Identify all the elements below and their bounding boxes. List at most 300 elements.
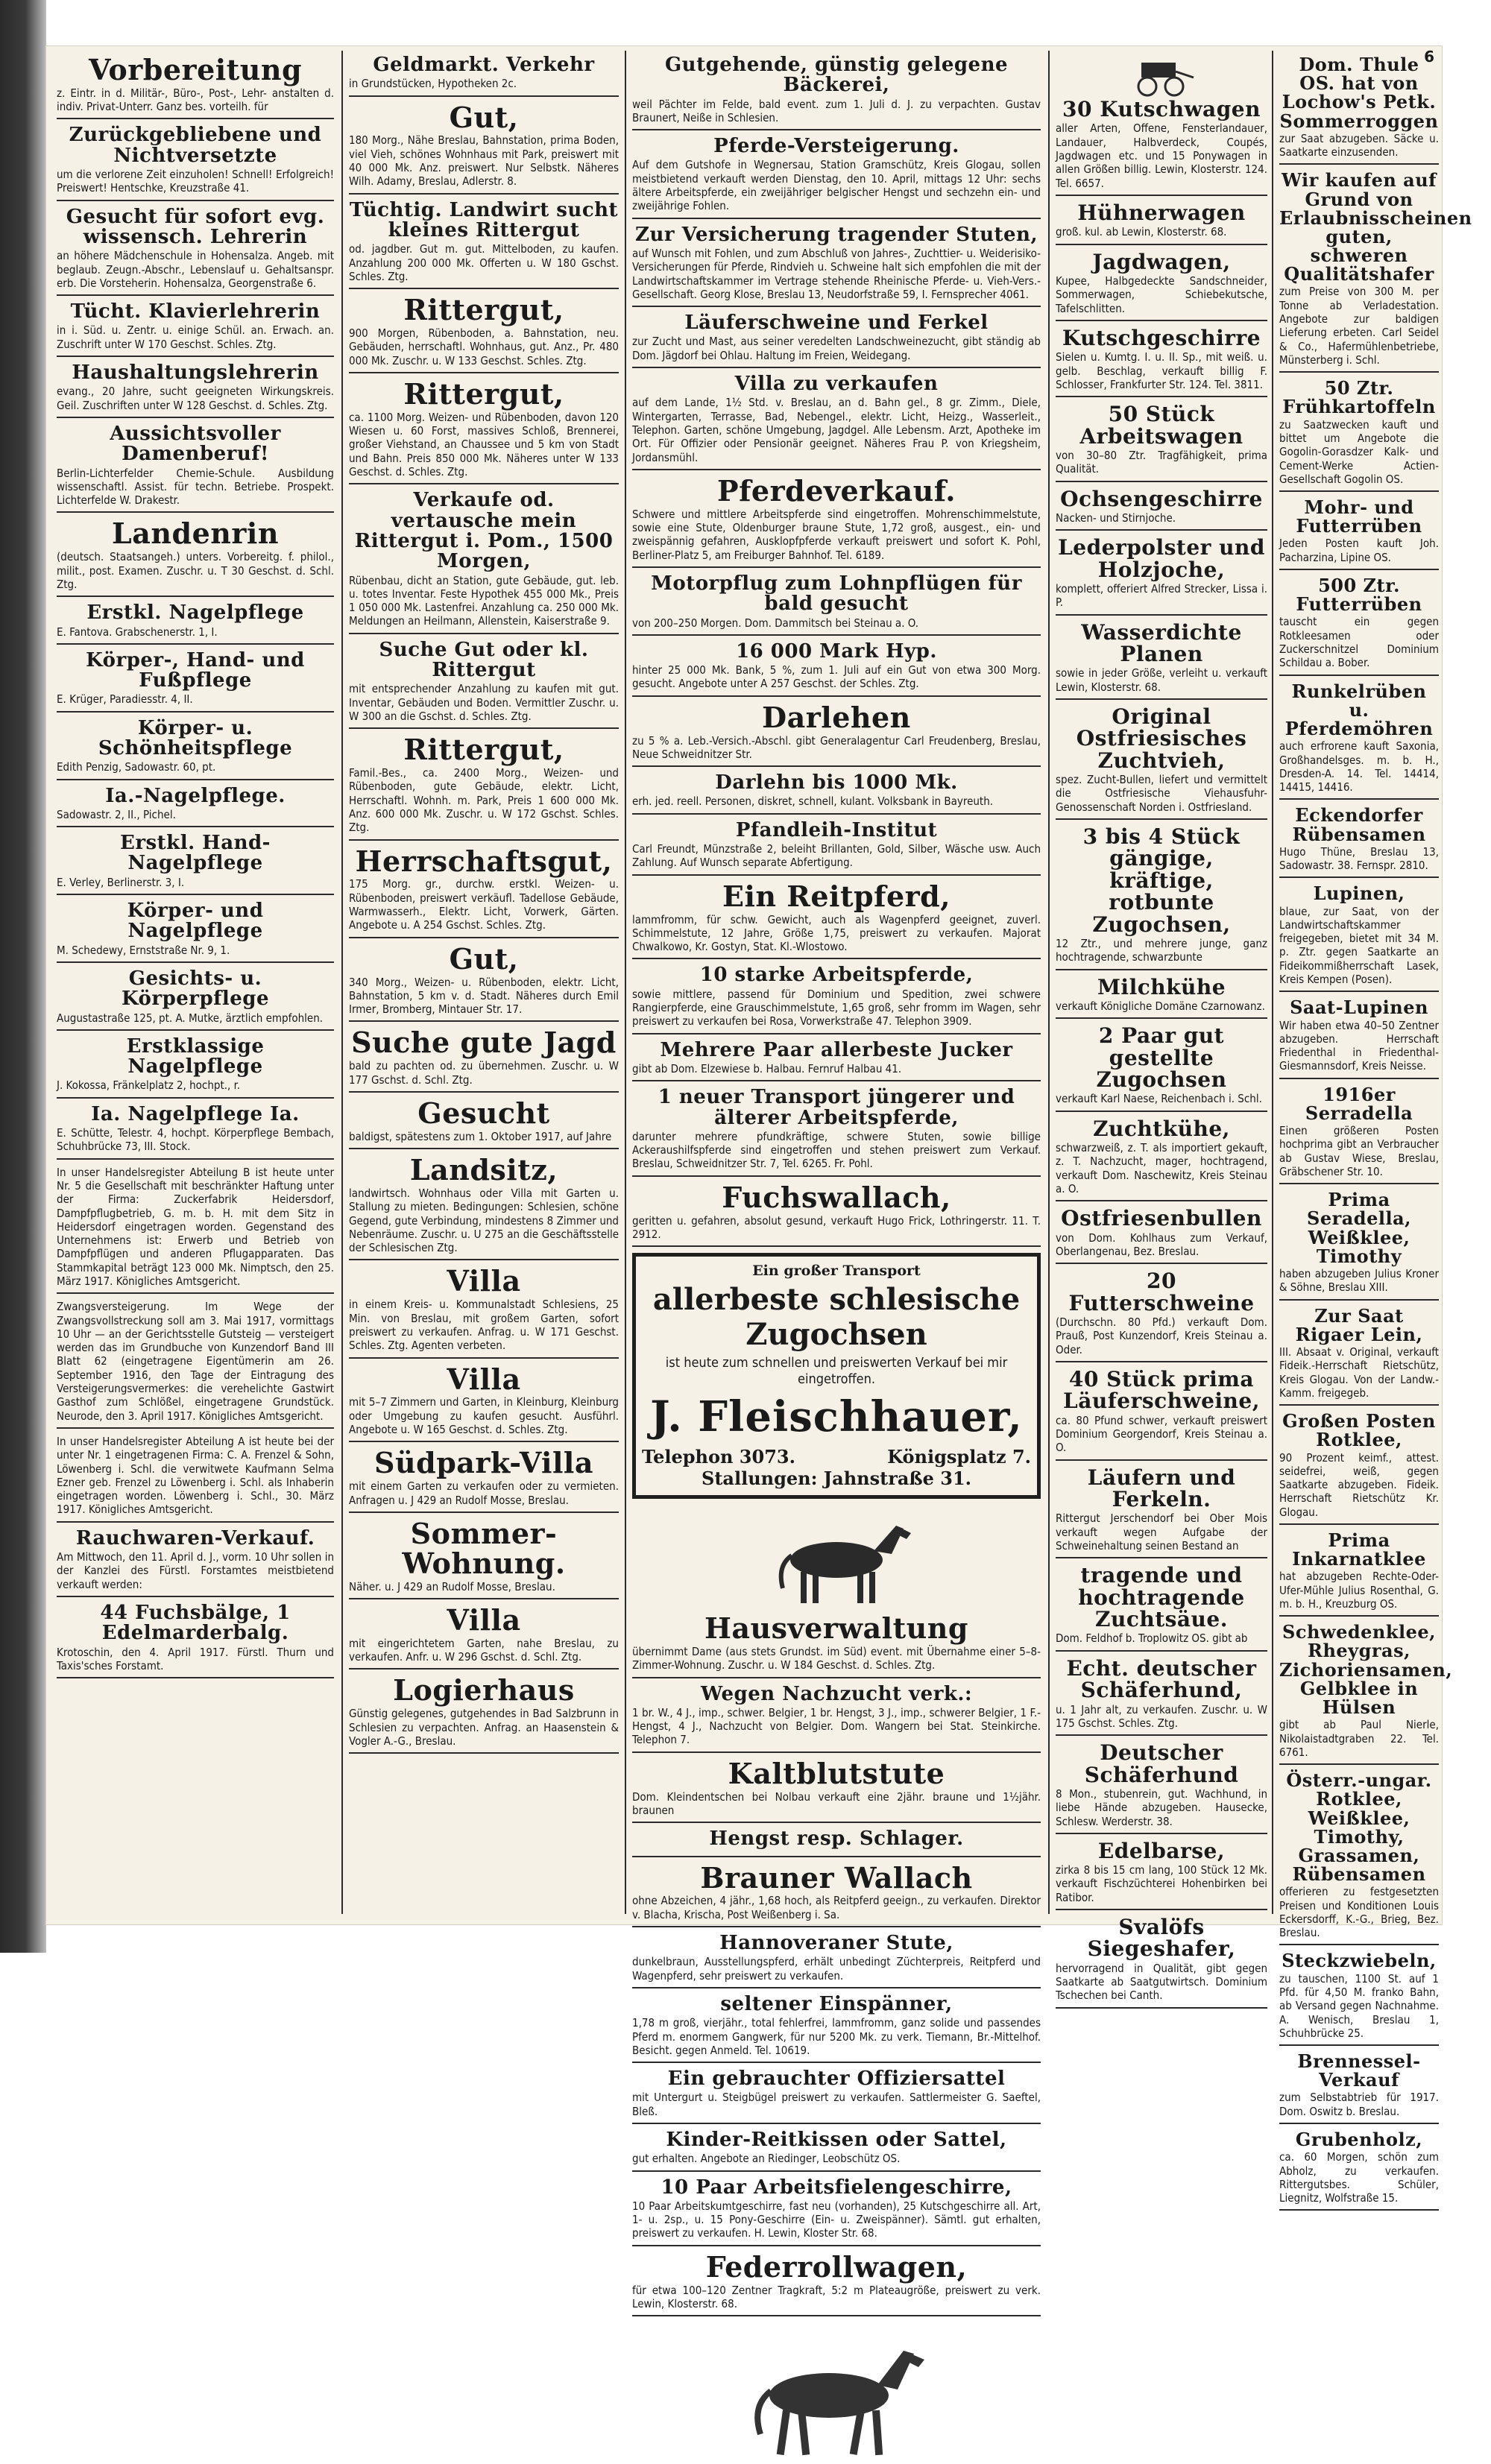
ad-heading: Ia. Nagelpflege Ia. <box>91 1102 300 1125</box>
classified-ad <box>632 2069 1041 2124</box>
ad-body: offerieren zu festgesetzten Preisen und Konditionen Louis Eckersdorff, K.-G., Brieg, Bez. Breslau. <box>1279 1885 1439 1940</box>
classified-ad <box>1056 537 1267 615</box>
classified-ad <box>349 1516 619 1599</box>
ad-heading: Großen Posten Rotklee, <box>1282 1410 1436 1451</box>
classified-ad <box>1056 327 1267 397</box>
ad-heading: Gesucht für sofort evg. wissensch. Lehrerin <box>66 205 325 248</box>
classified-ad <box>1056 251 1267 321</box>
ad-heading: Rittergut, <box>403 376 564 411</box>
ad-heading: 3 bis 4 Stück gängige, kräftige, rotbunte Zugochsen, <box>1082 824 1241 937</box>
classified-ad <box>632 1933 1041 1988</box>
classified-ad <box>1279 379 1439 492</box>
ad-heading: Pfandleih-Institut <box>735 818 938 841</box>
ad-heading: Pferdeverkauf. <box>717 473 956 508</box>
ad-heading: Zur Saat Rigaer Lein, <box>1295 1304 1423 1345</box>
classified-ad <box>349 844 619 938</box>
classified-ad <box>57 519 334 597</box>
ad-heading: Gut, <box>449 941 519 976</box>
classified-ad <box>349 1155 619 1260</box>
ad-body: von 30–80 Ztr. Tragfähigkeit, prima Qualität. <box>1056 448 1267 476</box>
classified-ad <box>1279 682 1439 800</box>
classified-ad <box>57 1435 334 1523</box>
classified-ad <box>632 2178 1041 2246</box>
ad-body: komplett, offeriert Alfred Strecker, Lissa i. P. <box>1056 581 1267 610</box>
ad-heading: Österr.-ungar. Rotklee, Weißklee, Timothy, Grassamen, Rübensamen <box>1286 1769 1432 1886</box>
classified-ad <box>1056 1916 1267 2009</box>
ad-body: zu Saatzwecken kauft und bittet um Angebote die Gogolin-Gorasdzer Kalk- und Cement-Werke Actien-Gesellschaft Gogolin OS. <box>1279 417 1439 486</box>
column-1 <box>52 54 338 1914</box>
ad-body: E. Fantova. Grabschenerstr. 1, I. <box>57 625 218 639</box>
ad-body: 180 Morg., Nähe Breslau, Bahnstation, prima Boden, viel Vieh, schönes Wohnhaus mit Park, preiswert mit 40 000 Mk. Anz. preiswert. Nur Selbstk. Näheres Wilh. Adamy, Breslau, Adlerstr. 8. <box>349 133 619 189</box>
ad-body: um die verlorene Zeit einzuholen! Schnell! Erfolgreich! Preiswert! Hentschke, Kreuzstraße 41. <box>57 168 334 195</box>
ad-body: E. Krüger, Paradiesstr. 4, II. <box>57 692 193 707</box>
classified-ad <box>349 1602 619 1669</box>
ad-body: (deutsch. Staatsangeh.) unters. Vorbereitg. f. philol., milit., post. Examen. Zuschr. u. T 30 Geschst. d. Schl. Ztg. <box>57 550 334 591</box>
classified-ad <box>632 313 1041 368</box>
classified-ad <box>1056 1368 1267 1461</box>
ad-heading: Steckzwiebeln, <box>1282 1950 1437 1972</box>
ad-heading: Läuferschweine und Ferkel <box>684 312 989 335</box>
ad-body: schwarzweiß, z. T. als importiert gekauft, z. T. Nachzucht, mager, hochtragend, verkauft Dom. Naschewitz, Kreis Steinau a. O. <box>1056 1141 1267 1195</box>
ad-body: blaue, zur Saat, von der Landwirtschaftskammer freigegeben, bietet mit 34 M. p. Ztr. gegen Saatkarte an Fideikommißherrschaft Lasek, Kreis Kempen (Posen). <box>1279 904 1439 987</box>
classified-ad <box>1056 403 1267 481</box>
classified-ad <box>57 363 334 418</box>
ad-heading: Svalöfs Siegeshafer, <box>1087 1915 1236 1962</box>
ad-body: gibt ab Dom. Elzewiese b. Halbau. Fernruf Halbau 41. <box>632 1061 902 1075</box>
classified-ad <box>1056 706 1267 820</box>
classified-ad <box>57 603 334 645</box>
classified-ad <box>349 941 619 1023</box>
ad-heading: Wegen Nachzucht verk.: <box>700 1682 973 1705</box>
classified-ad <box>57 969 334 1031</box>
classified-ad <box>632 700 1041 767</box>
classified-ad <box>632 1040 1041 1082</box>
ad-heading: Fuchswallach, <box>722 1180 951 1214</box>
ad-heading: Ochsengeschirre <box>1060 486 1263 511</box>
ad-heading: Edelbarse, <box>1097 1838 1226 1863</box>
ad-body: in einem Kreis- u. Kommunalstadt Schlesiens, 25 Min. von Breslau, mit großem Garten, sofort preiswert zu verkaufen. Anfrag. u. W 171 Geschst. Schles. Ztg. Agenten verbeten. <box>349 1298 619 1353</box>
classified-ad <box>632 2130 1041 2172</box>
column-rule <box>625 51 626 1914</box>
ad-body: darunter mehrere pfundkräftige, schwere Stuten, sowie billige Ackeraushilfspferde sind eingetroffen und stehen preiswert zum Verkauf. Breslau, Schweidnitzer Str. 7, Tel. 6265. Fr. Pohl. <box>632 1129 1041 1171</box>
ad-heading: Villa <box>447 1362 521 1396</box>
ad-body: in Grundstücken, Hypotheken 2c. <box>349 77 517 91</box>
ad-heading: Kaltblutstute <box>728 1756 945 1790</box>
ad-heading: Zur Versicherung tragender Stuten, <box>634 223 1038 246</box>
ad-body: Berlin-Lichterfelder Chemie-Schule. Ausbildung wissenschaftl. Assist. für techn. Betriebe. Prospekt. Lichterfelde W. Drakestr. <box>57 466 334 508</box>
ad-heading: 30 Kutschwagen <box>1062 97 1261 121</box>
ad-heading: Erstkl. Hand-Nagelpflege <box>120 832 271 875</box>
ad-body: In unser Handelsregister Abteilung A ist heute bei der unter Nr. 1 eingetragenen Firma: C. A. Frenzel & Sohn, Löwenberg i. Schl. die verwitwete Kaufmann Selma Ezner geb. Frenzel zu Löwenberg i. Schl. als Inhaberin eingetragen worden. Löwenberg i. Schl., 30. März 1917. Königliches Amtsgericht. <box>57 1434 334 1517</box>
ad-body: gibt ab Paul Nierle, Nikolaistadtgraben 22. Tel. 6761. <box>1279 1718 1439 1759</box>
ad-heading: Verkaufe od. vertausche mein Rittergut i. Pom., 1500 Morgen, <box>354 489 614 573</box>
ad-heading: Pferde-Versteigerung. <box>713 135 959 158</box>
classified-ad <box>349 376 619 484</box>
classified-ad <box>1056 1207 1267 1264</box>
ad-heading: 500 Ztr. Futterrüben <box>1296 575 1422 616</box>
classified-ad <box>1056 1742 1267 1834</box>
ad-heading: Lupinen, <box>1313 882 1405 905</box>
classified-ad <box>632 225 1041 307</box>
classified-ad <box>632 1994 1041 2063</box>
ad-heading: Tücht. Klavierlehrerin <box>70 300 321 323</box>
ad-body: mit eingerichtetem Garten, nahe Breslau, zu verkaufen. Anfr. u. W 296 Gschst. d. Schl. Ztg. <box>349 1636 619 1664</box>
ad-heading: Milchkühe <box>1097 974 1226 999</box>
column-3 <box>628 54 1045 2310</box>
ad-body: zirka 8 bis 15 cm lang, 100 Stück 12 Mk. verkauft Fischzüchterei Hohenbirken bei Ratibor. <box>1056 1863 1267 1904</box>
ad-body: 1,78 m groß, vierjähr., total fehlerfrei, lammfromm, ganz solide und passendes Pferd m. enormem Gangwerk, für nur 5200 Mk. zu verk. Tiemann, Br.-Mittelhof. Besicht. gegen Anmeld. Tel. 10619. <box>632 2016 1041 2057</box>
ad-heading: Dom. Thule OS. hat von Lochow's Petk. Sommerroggen <box>1279 54 1439 132</box>
ad-body: Rübenbau, dicht an Station, gute Gebäude, gut. leb. u. totes Inventar. Feste Hypothek 455 000 Mk., Preis 1 050 000 Mk. Lastenfrei. Anzahlung ca. 250 000 Mk. Meldungen an Heilmann, Allenstein, Kaiserstraße 9. <box>349 573 619 628</box>
ad-body: u. 1 Jahr alt, zu verkaufen. Zuschr. u. W 175 Gschst. Schles. Ztg. <box>1056 1702 1267 1730</box>
ad-body: Sadowastr. 2, II., Pichel. <box>57 807 176 821</box>
classified-ad <box>349 100 619 195</box>
ad-heading: Runkelrüben u. Pferdemöhren <box>1284 680 1434 740</box>
classified-ad <box>632 374 1041 470</box>
classified-ad <box>349 640 619 729</box>
ad-body: tauscht ein gegen Rotkleesamen oder Zuckerschnitzel Dominium Schildau a. Bober. <box>1279 615 1439 670</box>
ad-heading: Haushaltungslehrerin <box>72 361 319 385</box>
classified-ad <box>1279 169 1472 373</box>
ad-heading: Schwedenklee, Rheygras, Zichoriensamen, Gelbklee in Hülsen <box>1279 1621 1453 1719</box>
ad-heading: Rittergut, <box>403 293 564 327</box>
ad-heading: Rauchwaren-Verkauf. <box>75 1526 315 1550</box>
ad-body: an höhere Mädchenschule in Hohensalza. Angeb. mit beglaub. Zeugn.-Abschr., Lebenslauf u. Gehaltsanspr. erb. Die Vorsteherin. Hohensalza, Georgenstraße 6. <box>57 249 334 290</box>
ad-heading: Prima Inkarnatklee <box>1292 1529 1426 1570</box>
ad-heading: 50 Stück Arbeitswagen <box>1079 402 1243 449</box>
ad-heading: 40 Stück prima Läuferschweine, <box>1063 1366 1260 1414</box>
classified-ad <box>632 55 1041 130</box>
ad-body: landwirtsch. Wohnhaus oder Villa mit Garten u. Stallung zu mieten. Bedingungen: Schlesien, schöne Gegend, gute Verbindung, mindestens 8 Zimmer und Nebenräume. Zuschr. u. U 275 an die Geschäftsstelle der Schlesischen Ztg. <box>349 1186 619 1255</box>
ad-heading: Ein gebrauchter Offiziersattel <box>667 2067 1006 2091</box>
classified-ad <box>349 1362 619 1443</box>
book-binding-edge <box>0 0 46 1953</box>
classified-ad <box>349 200 619 289</box>
ad-body: verkauft Karl Naese, Reichenbach i. Schl. <box>1056 1092 1262 1106</box>
classified-ad <box>632 818 1041 876</box>
ad-heading: Geldmarkt. Verkehr <box>373 54 595 76</box>
classified-ad <box>1279 55 1439 165</box>
ad-heading: Körper-, Hand- und Fußpflege <box>86 648 305 692</box>
classified-ad <box>1056 1467 1267 1559</box>
ad-heading: 1916er Serradella <box>1305 1083 1413 1124</box>
ad-heading: Südpark-Villa <box>374 1446 593 1480</box>
classified-ad <box>1279 884 1439 992</box>
column-rule <box>1272 51 1273 1914</box>
ad-heading: Ia.-Nagelpflege. <box>105 784 286 807</box>
ad-body: haben abzugeben Julius Kroner & Söhne, Breslau XIII. <box>1279 1267 1439 1295</box>
ad-heading: Landenrin <box>112 517 279 551</box>
classified-ad <box>1056 202 1267 245</box>
ad-heading: Suche Gut oder kl. Rittergut <box>379 638 589 681</box>
ad-body: Näher. u. J 429 an Rudolf Mosse, Breslau. <box>349 1579 555 1593</box>
classified-ad <box>632 1180 1041 1247</box>
ad-body: baldigst, spätestens zum 1. Oktober 1917, auf Jahre <box>349 1129 612 1143</box>
classified-ad <box>632 1611 1041 1678</box>
ad-heading: Hannoveraner Stute, <box>719 1932 953 1955</box>
ad-body: geritten u. gefahren, absolut gesund, verkauft Hugo Frick, Lothringerstr. 11. T. 2912. <box>632 1213 1041 1241</box>
ad-heading: Landsitz, <box>409 1153 558 1187</box>
classified-ad <box>349 490 619 634</box>
classified-ad <box>632 879 1041 960</box>
ad-body: bald zu pachten od. zu übernehmen. Zuschr. u. W 177 Gschst. d. Schl. Ztg. <box>349 1059 619 1087</box>
classified-ad <box>349 735 619 840</box>
ad-heading: Suche gute Jagd <box>351 1026 617 1060</box>
ad-heading: Sommer-Wohnung. <box>402 1516 566 1580</box>
ad-body: hat abzugeben Rechte-Oder-Ufer-Mühle Julius Rosenthal, G. m. b. H., Kreuzburg OS. <box>1279 1570 1439 1611</box>
zugochsen-box-ad <box>632 1253 1041 1499</box>
ad-heading: Zuchtkühe, <box>1093 1116 1230 1141</box>
classified-ad <box>57 1526 334 1597</box>
carriage-illustration-icon <box>1128 55 1195 97</box>
classified-ad <box>632 473 1041 568</box>
ad-body: hinter 25 000 Mk. Bank, 5 %, zum 1. Juli auf ein Gut von etwa 300 Morg. gesucht. Angebote unter A 257 Geschst. der Schles. Ztg. <box>632 663 1041 691</box>
classified-ad <box>57 125 334 200</box>
ad-body: auch erfrorene kauft Saxonia, Großhandelsges. m. b. H., Dresden-A. 14. Tel. 14414, 14415, 14416. <box>1279 739 1439 795</box>
ad-heading: Deutscher Schäferhund <box>1084 1740 1239 1787</box>
ad-heading: Gesichts- u. Körperpflege <box>122 967 269 1011</box>
box-intro: Ein großer Transport <box>752 1263 921 1280</box>
ad-body: mit 5–7 Zimmern und Garten, in Kleinburg, Kleinburg oder Umgebung zu kaufen gesucht. Ausführl. Angebote u. W 165 Geschst. d. Schles. Ztg. <box>349 1395 619 1437</box>
ad-body: Günstig gelegenes, gutgehendes in Bad Salzbrunn in Schlesien zu verpachten. Anfrag. an Haasenstein & Vogler A.-G., Breslau. <box>349 1707 619 1748</box>
ad-body: ca. 60 Morgen, schön zum Abholz, zu verkaufen. Rittergutsbes. Schüler, Liegnitz, Wolfstraße 15. <box>1279 2150 1439 2205</box>
classified-ad <box>57 718 334 780</box>
ad-body: in i. Süd. u. Zentr. u. einige Schül. an. Erwach. an. Zuschrift unter W 170 Geschst. Schles. Ztg. <box>57 323 334 351</box>
ad-heading: Motorpflug zum Lohnpflügen für bald gesucht <box>651 572 1022 616</box>
ad-heading: 10 starke Arbeitspferde, <box>699 964 974 987</box>
classified-ad <box>1279 1621 1453 1765</box>
ad-body: lammfromm, für schw. Gewicht, auch als Wagenpferd geeignet, zuverl. Schimmelstute, 12 Jahre, Größe 1,75, preiswert zu verkaufen. Majorat Chwalkowo, Kr. Gostyn, Stat. Kl.-Wlostowo. <box>632 912 1041 954</box>
ad-heading: Prima Seradella, Weißklee, Timothy <box>1307 1189 1411 1267</box>
box-stall: Stallungen: Jahnstraße 31. <box>701 1468 972 1490</box>
ad-heading: Eckendorfer Rübensamen <box>1292 804 1426 845</box>
ad-body: Augustastraße 125, pt. A. Mutke, ärztlich empfohlen. <box>57 1011 324 1025</box>
ad-heading: 10 Paar Arbeitsfielengeschirre, <box>661 2176 1012 2199</box>
ad-body: III. Absaat v. Original, verkauft Fideik.-Herrschaft Rietschütz, Kreis Glogau. Von der Landw.-Kamm. freigegeb. <box>1279 1345 1439 1400</box>
ad-body: Famil.-Bes., ca. 2400 Morg., Weizen- und Rübenboden, gute Gebäude, elektr. Licht, Herrschaftl. Wohnh. m. Park, Preis 1 600 000 Mk. Anz. 600 000 Mk. Zuschr. u. W 172 Gschst. Schles. Ztg. <box>349 766 619 835</box>
ad-body: E. Verley, Berlinerstr. 3, I. <box>57 875 185 889</box>
classified-ad <box>632 1756 1041 1823</box>
classified-ad <box>349 1448 619 1512</box>
ad-body: aller Arten, Offene, Fensterlandauer, Landauer, Halbverdeck, Coupés, Jagdwagen etc. und 15 Ponywagen in allen Größen billig. Lewin, Klosterstr. 124. Tel. 6657. <box>1056 121 1267 190</box>
classified-ad <box>632 773 1041 815</box>
ad-heading: Gutgehende, günstig gelegene Bäckerei, <box>664 54 1009 97</box>
classified-ad <box>632 574 1041 636</box>
classified-ad <box>1056 488 1267 531</box>
classified-ad <box>57 424 334 513</box>
classified-ad <box>57 901 334 963</box>
classified-ad <box>1056 1840 1267 1910</box>
box-tel: Telephon 3073. <box>642 1446 795 1468</box>
classified-ad <box>57 1166 334 1295</box>
ad-body: Dom. Feldhof b. Troplowitz OS. gibt ab <box>1056 1631 1248 1646</box>
ad-body: gut erhalten. Angebote an Riedinger, Leobschütz OS. <box>632 2152 901 2166</box>
ad-heading: Zurückgebliebene und Nichtversetzte <box>69 124 322 167</box>
ad-body: erh. jed. reell. Personen, diskret, schnell, kulant. Volksbank in Bayreuth. <box>632 795 994 809</box>
ad-body: In unser Handelsregister Abteilung B ist heute unter Nr. 5 die Gesellschaft mit beschränkter Haftung unter der Firma: Zuckerfabrik Heidersdorf, Dampfpflugbetrieb, G. m. b. H. mit dem Sitz in Heidersdorf eingetragen worden. Gegenstand des Unternehmens ist: Erwerb und Betrieb von Dampfpflügen und anderen Pflugapparaten. Das Stammkapital beträgt 123 000 Mk. Nimptsch, den 25. März 1917. Königliches Amtsgericht. <box>57 1165 334 1288</box>
ad-heading: Darlehn bis 1000 Mk. <box>715 771 958 795</box>
ad-body: E. Schütte, Telestr. 4, hochpt. Körperpflege Bembach, Schuhbrücke 73, III. Stock. <box>57 1126 334 1154</box>
ad-body: Krotoschin, den 4. April 1917. Fürstl. Thurn und Taxis'sches Forstamt. <box>57 1645 334 1672</box>
classified-ad <box>349 1266 619 1358</box>
ad-heading: Villa zu verkaufen <box>734 373 939 396</box>
classified-ad <box>1056 1118 1267 1202</box>
column-rule <box>341 51 343 1914</box>
ad-heading: Brauner Wallach <box>700 1860 973 1895</box>
ad-heading: Jagdwagen, <box>1092 249 1231 274</box>
ad-body: auf dem Lande, 1½ Std. v. Breslau, an d. Bahn gel., 8 gr. Zimm., Diele, Wintergarten, Terrasse, Bad, Nebengel., elektr. Licht, Heizg., Wasserleit., Telephon. Garten, schöne Umgebung, Jagdgel. Alle Lebensm. Arzt, Apotheke im Ort. Für Offizier oder Pensionär geeignet. Näheres Frau P. von Kriegsheim, Jordansmühl. <box>632 396 1041 464</box>
classified-ad <box>632 965 1041 1034</box>
classified-ad <box>1056 98 1267 196</box>
classified-ad <box>632 639 1041 697</box>
classified-ad <box>1279 1304 1439 1406</box>
classified-ad <box>57 786 334 828</box>
classified-ad <box>1056 826 1267 970</box>
ad-heading: Echt. deutscher Schäferhund, <box>1066 1655 1257 1703</box>
ad-body: 90 Prozent keimf., attest. seidefrei, weiß, gegen Saatkarte abzugeben. Fideik. Herrschaft Rietschütz Kr. Glogau. <box>1279 1450 1439 1519</box>
ad-heading: Ostfriesenbullen <box>1061 1206 1262 1231</box>
ad-heading: tragende und hochtragende Zuchtsäue. <box>1078 1563 1245 1632</box>
ad-heading: Erstkl. Nagelpflege <box>86 601 304 625</box>
ad-heading: Hühnerwagen <box>1077 200 1246 225</box>
ad-body: von Dom. Kohlhaus zum Verkauf, Oberlangenau, Bez. Breslau. <box>1056 1231 1267 1258</box>
classified-ad <box>57 648 334 713</box>
ad-heading: Villa <box>447 1602 521 1637</box>
ad-body: zum Preise von 300 M. per Tonne ab Verladestation. Angebote zur baldigen Lieferung erbeten. Carl Seidel & Co., Hafermühlenbetriebe, Münsterberg i. Schl. <box>1279 285 1439 367</box>
ad-heading: 1 neuer Transport jüngerer und älterer Arbeitspferde, <box>658 1086 1015 1129</box>
classified-ad <box>1279 576 1439 676</box>
ad-heading: Mohr- und Futterrüben <box>1296 496 1422 537</box>
ad-heading: Logierhaus <box>393 1673 575 1708</box>
ad-heading: Villa <box>447 1264 521 1298</box>
classified-ad <box>57 55 334 119</box>
ad-body: zur Saat abzugeben. Säcke u. Saatkarte einzusenden. <box>1279 131 1439 159</box>
ad-body: sowie in jeder Größe, verleiht u. verkauft Lewin, Klosterstr. 68. <box>1056 666 1267 694</box>
classified-ad <box>1056 1270 1267 1362</box>
classified-ad <box>349 295 619 373</box>
ad-heading: 2 Paar gut gestellte Zugochsen <box>1096 1023 1227 1093</box>
classified-ad <box>1279 1085 1439 1185</box>
classified-ad <box>1056 1564 1267 1651</box>
ad-body: weil Pächter im Felde, bald event. zum 1. Juli d. J. zu verpachten. Gustav Braunert, Neiße in Schlesien. <box>632 97 1041 124</box>
ad-body: mit Untergurt u. Steigbügel preiswert zu verkaufen. Sattlermeister G. Saeftel, Bleß. <box>632 2091 1041 2118</box>
classified-ad <box>632 1684 1041 1753</box>
box-firm: J. Fleischhauer, <box>650 1392 1023 1442</box>
newspaper-paper <box>46 46 1472 2310</box>
classified-ad <box>1279 2052 1439 2124</box>
classified-ad <box>632 1087 1041 1176</box>
ad-body: 12 Ztr., und mehrere junge, ganz hochtragende, schwarzbunte <box>1056 936 1267 964</box>
ad-body: zu 5 % a. Leb.-Versich.-Abschl. gibt Generalagentur Carl Freudenberg, Breslau, Neue Schweidnitzer Str. <box>632 733 1041 761</box>
ad-heading: Erstklassige Nagelpflege <box>126 1034 265 1078</box>
classified-ad <box>1279 498 1439 570</box>
ad-body: dunkelbraun, Ausstellungspferd, erhält unbedingt Züchterpreis, Reitpferd und Wagenpferd, sehr preiswert zu verkaufen. <box>632 1955 1041 1983</box>
ad-body: übernimmt Dame (aus stets Grundst. im Süd) event. mit Übernahme einer 5–8-Zimmer-Wohnung. Zuschr. u. W 184 Geschst. d. Schles. Ztg. <box>632 1644 1041 1672</box>
ad-body: groß. kul. ab Lewin, Klosterstr. 68. <box>1056 225 1227 239</box>
ad-heading: Wasserdichte Planen <box>1081 619 1242 666</box>
classified-ad <box>57 833 334 895</box>
ad-body: Wir haben etwa 40–50 Zentner abzugeben. Herrschaft Friedenthal in Friedenthal-Giesmannsdorf, Kreis Neisse. <box>1279 1018 1439 1073</box>
classified-ad <box>1279 2130 1439 2211</box>
classified-ad <box>632 1829 1041 1857</box>
ad-heading: Tüchtig. Landwirt sucht kleines Rittergut <box>349 198 619 241</box>
ad-heading: Kutschgeschirre <box>1062 325 1261 350</box>
ad-heading: 16 000 Mark Hyp. <box>736 639 937 663</box>
ad-body: 175 Morg. gr., durchw. erstkl. Weizen- u. Rübenboden, preiswert verkäufl. Tadellose Gebäude, Warmwasserh., Elektr. Licht, Vorwerk, Gärten. Angebote u. A 254 Gschst. Schles. Ztg. <box>349 877 619 932</box>
classified-ad <box>1279 1412 1439 1525</box>
ad-body: Jeden Posten kauft Joh. Pacharzina, Lipine OS. <box>1279 537 1439 564</box>
ad-body: mit einem Garten zu verkaufen oder zu vermieten. Anfragen u. J 429 an Rudolf Mosse, Breslau. <box>349 1479 619 1507</box>
box-addr: Königsplatz 7. <box>887 1446 1031 1468</box>
ad-body: zur Zucht und Mast, aus seiner veredelten Landschweinezucht, gibt ständig ab Dom. Jägdorf bei Ohlau. Haltung im Freien, Weidegang. <box>632 335 1041 362</box>
ad-heading: 50 Ztr. Frühkartoffeln <box>1282 377 1436 418</box>
classified-ad <box>349 1028 619 1092</box>
ad-heading: Darlehen <box>762 700 911 734</box>
ad-body: M. Schedewy, Ernststraße Nr. 9, 1. <box>57 943 230 957</box>
ad-heading: Federrollwagen, <box>705 2249 968 2284</box>
ad-heading: Gesucht <box>417 1096 550 1130</box>
ad-heading: Kinder-Reitkissen oder Sattel, <box>666 2129 1007 2151</box>
classified-ad <box>1279 998 1439 1078</box>
ad-heading: 20 Futterschweine <box>1068 1269 1255 1315</box>
classified-ad <box>1279 1951 1439 2046</box>
ad-heading: Rittergut, <box>403 733 564 767</box>
ad-body: ca. 80 Pfund schwer, verkauft preiswert Dominium Georgendorf, Kreis Steinau a. O. <box>1056 1413 1267 1455</box>
classified-ad <box>57 1034 334 1099</box>
ad-heading: Mehrere Paar allerbeste Jucker <box>660 1038 1013 1061</box>
walking-horse-illustration-icon <box>725 2322 948 2464</box>
classified-ad <box>632 2249 1041 2316</box>
ad-body: 8 Mon., stubenrein, gut. Wachhund, in liebe Hände abzugeben. Hausecke, Schlesw. Werderstr. 38. <box>1056 1787 1267 1828</box>
ad-body: od. jagdber. Gut m. gut. Mittelboden, zu kaufen. Anzahlung 200 000 Mk. Offerten u. W 180 Gschst. Schles. Ztg. <box>349 242 619 283</box>
classified-ad <box>632 1860 1041 1927</box>
ad-body: evang., 20 Jahre, sucht geeigneten Wirkungskreis. Geil. Zuschriften unter W 128 Geschst. d. Schles. Ztg. <box>57 385 334 412</box>
ad-body: Nacken- und Stirnjoche. <box>1056 511 1176 525</box>
ad-heading: Körper- u. Schönheitspflege <box>98 716 293 759</box>
ad-body: Sielen u. Kumtg. I. u. II. Sp., mit weiß. u. gelb. Beschlag, verkauft billig F. Schlosser, Frankfurter Str. 124. Tel. 3811. <box>1056 350 1267 391</box>
ad-body: hervorragend in Qualität, gibt gegen Saatkarte ab Saatgutwirtsch. Dominium Tschechen bei Canth. <box>1056 1961 1267 2003</box>
classified-ad <box>632 136 1041 218</box>
ad-body: Dom. Kleindentschen bei Nolbau verkauft eine 2jähr. braune und 1½jähr. braunen <box>632 1789 1041 1817</box>
classified-ad <box>57 1102 334 1160</box>
classified-ad <box>57 1603 334 1678</box>
ad-body: für etwa 100–120 Zentner Tragkraft, 5:2 m Plateaugröße, preiswert zu verk. Lewin, Klosterstr. 68. <box>632 2283 1041 2310</box>
ad-heading: Ein Reitpferd, <box>722 879 951 913</box>
ad-heading: Gut, <box>449 100 519 134</box>
ad-heading: Aussichtsvoller Damenberuf! <box>110 422 281 466</box>
ad-body: Auf dem Gutshofe in Wegnersau, Station Gramschütz, Kreis Glogau, sollen meistbietend verkauft werden Dienstag, den 10. April, mittags 12 Uhr: sechs ältere Arbeitspferde, ein zweijähriger belgischer Hengst und sechzehn ein- und zweijährige Fohlen. <box>632 158 1041 213</box>
ad-body: Rittergut Jerschendorf bei Ober Mois verkauft wegen Aufgabe der Schweinehaltung seinen Bestand an <box>1056 1511 1267 1552</box>
classified-ad <box>1279 1531 1439 1617</box>
ad-heading: Vorbereitung <box>88 53 303 86</box>
ad-heading: Lederpolster und Holzjoche, <box>1058 535 1265 582</box>
ad-body: J. Kokossa, Fränkelplatz 2, hochpt., r. <box>57 1078 241 1093</box>
classified-ad <box>57 1300 334 1429</box>
ad-body: Kupee, Halbgedeckte Sandschneider, Sommerwagen, Schiebekutsche, Tafelschlitten. <box>1056 274 1267 315</box>
ad-body: von 200–250 Morgen. Dom. Dammitsch bei Steinau a. O. <box>632 616 919 630</box>
ad-body: Zwangsversteigerung. Im Wege der Zwangsvollstreckung soll am 3. Mai 1917, vormittags 10 Uhr — an der Gerichtsstelle Gutsteig — versteigert werden das im Grundbuche von Kunzendorf Band III Blatt 62 (eingetragene Eigentümerin am 26. September 1916, den Tage der Eintragung des Versteigerungsvermerkes: die verehelichte Gastwirt Gasthof zum Schlößel, eingetragene Grundstück. Neurode, den 3. April 1917. Königliches Amtsgericht. <box>57 1300 334 1423</box>
classified-ad <box>57 302 334 357</box>
ad-body: 1 br. W., 4 J., imp., schwer. Belgier, 1 br. Hengst, 3 J., imp., schwerer Belgier, 1 F.-Hengst, 4 J., Nachzucht von Belgier. Dom. Wangern bei Stat. Steinkirche. Telephon 7. <box>632 1705 1041 1747</box>
classified-ad <box>349 55 619 97</box>
box-title: allerbeste schlesische Zugochsen <box>652 1282 1021 1353</box>
classified-ad <box>57 207 334 296</box>
ad-body: ca. 1100 Morg. Weizen- und Rübenboden, davon 120 Wiesen u. 60 Forst, massives Schloß, Brennerei, großer Viehstand, an Chaussee und 5 km von Stadt und Bahn. Preis 850 000 Mk. Näheres unter W 133 Geschst. d. Schles. Ztg. <box>349 410 619 479</box>
ad-heading: Körper- und Nagelpflege <box>127 900 264 943</box>
classified-ad <box>1279 1190 1439 1300</box>
ad-body: zum Selbstabtrieb für 1917. Dom. Oswitz b. Breslau. <box>1279 2091 1439 2118</box>
ad-body: ohne Abzeichen, 4 jähr., 1,68 hoch, als Reitpferd geeign., zu verkaufen. Direktor v. Blacha, Krischa, Post Weißenberg i. Sa. <box>632 1894 1041 1921</box>
